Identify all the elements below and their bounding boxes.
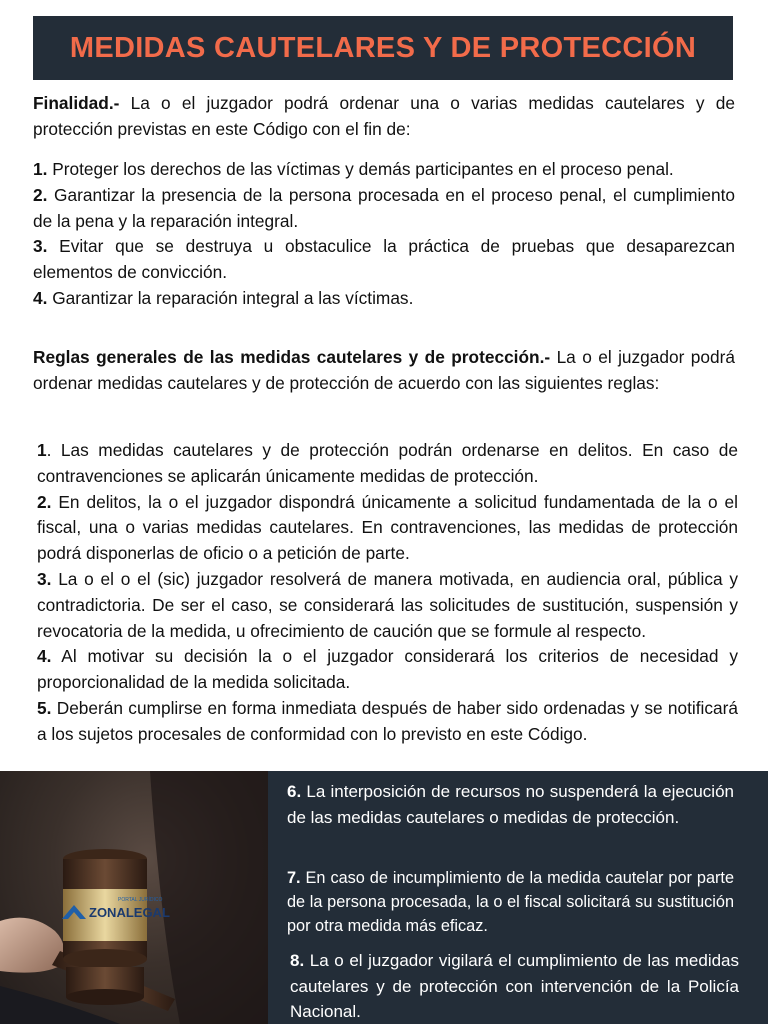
item-number: 3. (33, 236, 48, 257)
gavel-illustration (0, 771, 268, 1024)
item-number: 4. (37, 646, 52, 667)
item-text: En caso de incumplimiento de la medida cautelar por parte de la persona procesada, la o el fiscal solicitará su sustitución por otra medida más eficaz. (287, 869, 734, 935)
title-bar (33, 16, 733, 80)
dark-panel (268, 771, 768, 1024)
reglas-text: La o el juzgador podrá ordenar medidas cautelares y de protección de acuerdo con las siguientes reglas: (33, 347, 735, 393)
list-item (33, 286, 735, 312)
item-text: Garantizar la presencia de la persona procesada en el proceso penal, el cumplimiento de la pena y la reparación integral. (33, 184, 735, 231)
item-text: Evitar que se destruya u obstaculice la práctica de pruebas que desaparezcan elementos de convicción. (33, 236, 735, 283)
item-number: 7. (287, 869, 301, 887)
item-number: 8. (290, 951, 305, 970)
list-item (287, 866, 734, 938)
list-item (37, 490, 738, 567)
item-text: La interposición de recursos no suspenderá la ejecución de las medidas cautelares o medidas de protección. (287, 782, 734, 827)
logo-brand: ZONALEGAL (89, 905, 170, 920)
item-number: 2. (37, 491, 52, 512)
list-item (287, 779, 734, 830)
list-item (290, 948, 739, 1025)
finalidad-paragraph (33, 91, 735, 143)
item-text: Al motivar su decisión la o el juzgador considerará los criterios de necesidad y proporcionalidad de la medida solicitada. (37, 646, 738, 693)
finalidad-heading: Finalidad.- (33, 93, 120, 113)
item-text: . Las medidas cautelares y de protección podrán ordenarse en delitos. En caso de contravenciones se aplicarán únicamente medidas de protección. (37, 440, 738, 486)
page-title: MEDIDAS CAUTELARES Y DE PROTECCIÓN (69, 31, 697, 64)
reglas-list (37, 438, 738, 748)
item-number: 6. (287, 782, 302, 801)
item-text: La o el o el (sic) juzgador resolverá de manera motivada, en audiencia oral, pública y contradictoria. De ser el caso, se considerará las solicitudes de sustitución, suspensión y revocatoria de la medida, u ofrecimiento de caución que se formule al respecto. (37, 568, 738, 641)
finalidad-text: La o el juzgador podrá ordenar una o varias medidas cautelares y de protección previstas en este Código con el fin de: (33, 93, 735, 139)
item-number: 1. (33, 159, 48, 179)
item-number: 3. (37, 568, 52, 589)
logo-tagline: PORTAL JURÍDICO (118, 897, 163, 903)
item-number: 5. (37, 697, 52, 718)
item-number: 2. (33, 184, 48, 205)
item-text: Garantizar la reparación integral a las víctimas. (47, 287, 414, 308)
item-number: 4. (33, 287, 48, 308)
item-number: 1 (37, 440, 47, 460)
item-text: Deberán cumplirse en forma inmediata después de haber sido ordenadas y se notificará a los sujetos procesales de conformidad con lo previsto en este Código. (37, 697, 738, 744)
list-item (37, 644, 738, 696)
finalidad-list (33, 157, 735, 312)
list-item (33, 157, 735, 183)
reglas-paragraph (33, 345, 735, 397)
list-item (33, 183, 735, 235)
item-text: Proteger los derechos de las víctimas y demás participantes en el proceso penal. (47, 159, 674, 179)
gavel-photo (0, 771, 268, 1024)
list-item (37, 696, 738, 748)
item-text: En delitos, la o el juzgador dispondrá únicamente a solicitud fundamentada de la o el fiscal, una o varias medidas cautelares. En contravenciones, las medidas de protección podrá disponerlas de oficio o a petición de parte. (37, 491, 738, 564)
reglas-heading: Reglas generales de las medidas cautelares y de protección.- (33, 347, 551, 367)
list-item (33, 234, 735, 286)
list-item (37, 567, 738, 644)
list-item (37, 438, 738, 490)
item-text: La o el juzgador vigilará el cumplimiento de las medidas cautelares y de protección con intervención de la Policía Nacional. (290, 951, 739, 1022)
